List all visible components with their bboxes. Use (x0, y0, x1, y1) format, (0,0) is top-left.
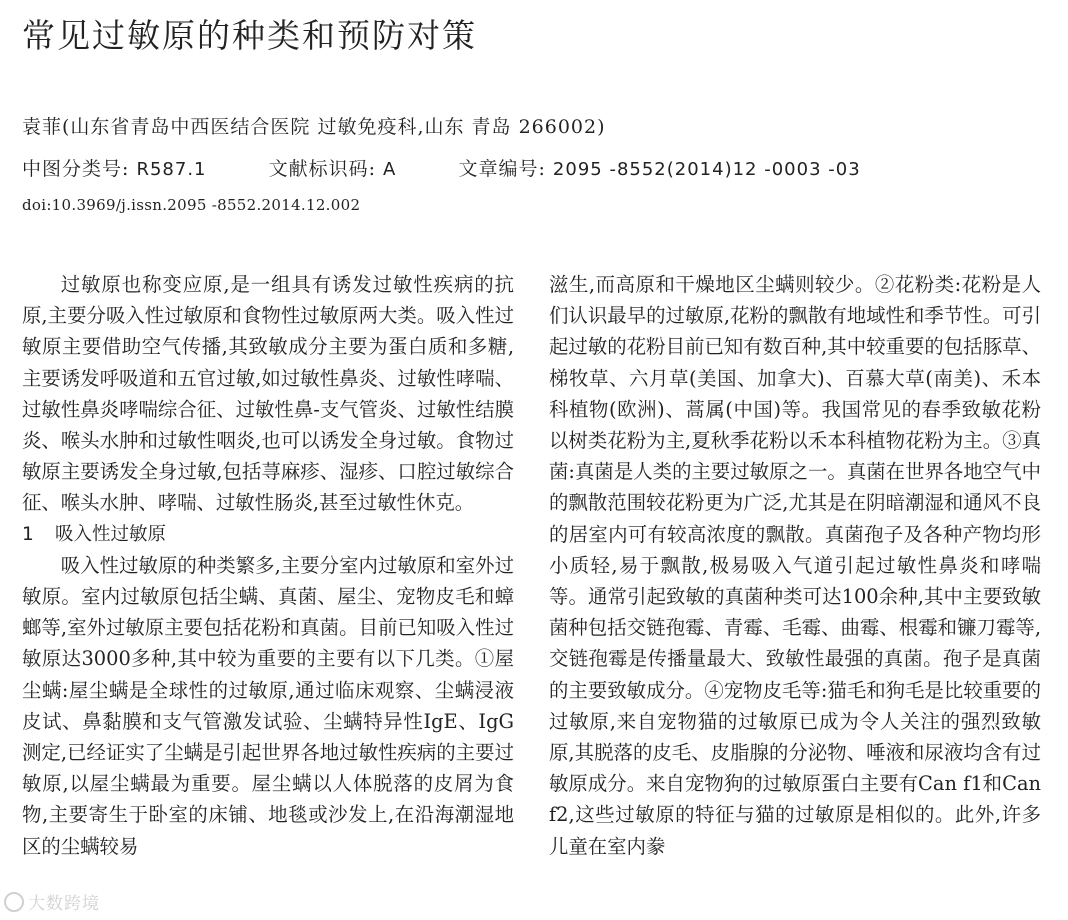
left-column (22, 269, 514, 862)
continued-paragraph: 滋生,而高原和干燥地区尘螨则较少。②花粉类:花粉是人们认识最早的过敏原,花粉的飘散有地域性和季节性。可引起过敏的花粉目前已知有数百种,其中较重要的包括豚草、梯牧草、六月草(美国、加拿大)、百慕大草(南美)、禾本科植物(欧洲)、蒿属(中国)等。我国常见的春季致敏花粉以树类花粉为主,夏秋季花粉以禾本科植物花粉为主。③真菌:真菌是人类的主要过敏原之一。真菌在世界各地空气中的飘散范围较花粉更为广泛,尤其是在阴暗潮湿和通风不良的居室内可有较高浓度的飘散。真菌孢子及各种产物均形小质轻,易于飘散,极易吸入气道引起过敏性鼻炎和哮喘等。通常引起致敏的真菌种类可达100余种,其中主要致敏菌种包括交链孢霉、青霉、毛霉、曲霉、根霉和镰刀霉等,交链孢霉是传播量最大、致敏性最强的真菌。孢子是真菌的主要致敏成分。④宠物皮毛等:猫毛和狗毛是比较重要的过敏原,来自宠物猫的过敏原已成为令人关注的强烈致敏原,其脱落的皮毛、皮脂腺的分泌物、唾液和尿液均含有过敏原成分。来自宠物狗的过敏原蛋白主要有Can f1和Can f2,这些过敏原的特征与猫的过敏原是相似的。此外,许多儿童在室内豢 (549, 273, 1041, 858)
section-number: 1 (22, 523, 34, 545)
watermark-text: 大数跨境 (28, 894, 100, 914)
section-paragraph: 吸入性过敏原的种类繁多,主要分室内过敏原和室外过敏原。室内过敏原包括尘螨、真菌、屋尘、宠物皮毛和蟑螂等,室外过敏原主要包括花粉和真菌。目前已知吸入性过敏原达3000多种,其中较为重要的主要有以下几类。①屋尘螨:屋尘螨是全球性的过敏原,通过临床观察、尘螨浸液皮试、鼻黏膜和支气管激发试验、尘螨特异性IgE、IgG测定,已经证实了尘螨是引起世界各地过敏性疾病的主要过敏原,以屋尘螨最为重要。屋尘螨以人体脱落的皮屑为食物,主要寄生于卧室的床铺、地毯或沙发上,在沿海潮湿地区的尘螨较易 (22, 553, 514, 858)
intro-paragraph: 过敏原也称变应原,是一组具有诱发过敏性疾病的抗原,主要分吸入性过敏原和食物性过敏原两大类。吸入性过敏原主要借助空气传播,其致敏成分主要为蛋白质和多糖,主要诱发呼吸道和五官过敏,如过敏性鼻炎、过敏性哮喘、过敏性鼻炎哮喘综合征、过敏性鼻-支气管炎、过敏性结膜炎、喉头水肿和过敏性咽炎,也可以诱发全身过敏。食物过敏原主要诱发全身过敏,包括荨麻疹、湿疹、口腔过敏综合征、喉头水肿、哮喘、过敏性肠炎,甚至过敏性休克。 (22, 273, 514, 515)
article-number-label: 文章编号: (458, 158, 546, 180)
doi-line: doi:10.3969/j.issn.2095 -8552.2014.12.002 (22, 196, 361, 214)
doc-code-label: 文献标识码: (268, 158, 376, 180)
watermark-icon (4, 892, 24, 912)
section-heading (22, 519, 514, 550)
article-number-value: 2095 -8552(2014)12 -0003 -03 (552, 159, 861, 180)
author-affiliation: 袁菲(山东省青岛中西医结合医院 过敏免疫科,山东 青岛 266002) (22, 116, 606, 138)
watermark-logo (4, 889, 100, 914)
right-column (549, 269, 1041, 862)
classification-line (22, 154, 861, 181)
article-title: 常见过敏原的种类和预防对策 (22, 16, 477, 55)
clc-label: 中图分类号: (22, 158, 130, 180)
doc-code-value: A (383, 159, 397, 180)
section-title: 吸入性过敏原 (55, 523, 167, 545)
clc-value: R587.1 (136, 159, 207, 180)
